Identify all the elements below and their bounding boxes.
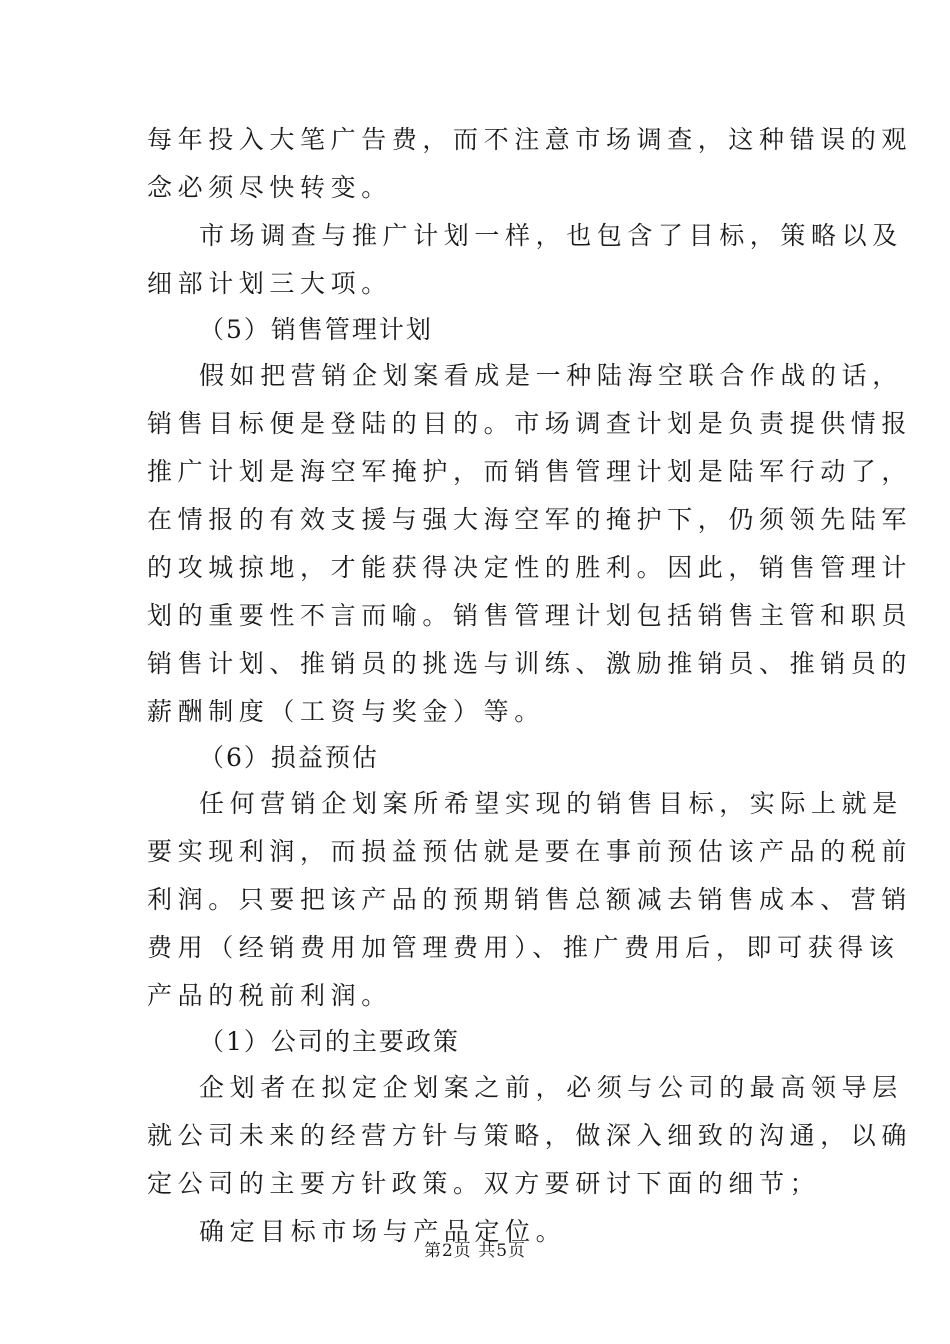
body-text-line: 费用（经销费用加管理费用）、推广费用后，即可获得该 [147, 933, 900, 962]
body-text-line: 每年投入大笔广告费，而不注意市场调查，这种错误的观 [147, 125, 913, 154]
body-text-line: 要实现利润，而损益预估就是要在事前预估该产品的税前 [147, 837, 913, 866]
body-text-line: 划的重要性不言而喻。销售管理计划包括销售主管和职员 [147, 601, 913, 630]
paragraph-first-line: 确定目标市场与产品定位。 [199, 1217, 567, 1246]
paragraph-first-line: 假如把营销企划案看成是一种陆海空联合作战的话， [199, 361, 903, 390]
paragraph-first-line: 市场调查与推广计划一样，也包含了目标，策略以及 [199, 221, 903, 250]
body-text-line: 念必须尽快转变。 [147, 173, 392, 202]
body-text-line: 销售目标便是登陆的目的。市场调查计划是负责提供情报 [147, 409, 913, 438]
body-text-line: 的攻城掠地，才能获得决定性的胜利。因此，销售管理计 [147, 553, 913, 582]
paragraph-first-line: 企划者在拟定企划案之前，必须与公司的最高领导层 [199, 1073, 903, 1102]
section-heading: （6）损益预估 [199, 743, 379, 772]
body-text-line: 在情报的有效支援与强大海空军的掩护下，仍须领先陆军 [147, 505, 913, 534]
body-text-line: 推广计划是海空军掩护，而销售管理计划是陆军行动了， [147, 457, 913, 486]
body-text-line: 薪酬制度（工资与奖金）等。 [147, 697, 545, 726]
page-number-footer: 第2页 共5页 [423, 1241, 527, 1261]
body-text-line: 细部计划三大项。 [147, 269, 392, 298]
body-text-line: 就公司未来的经营方针与策略，做深入细致的沟通，以确 [147, 1121, 913, 1150]
section-heading: （5）销售管理计划 [199, 315, 433, 344]
paragraph-first-line: 任何营销企划案所希望实现的销售目标，实际上就是 [199, 789, 903, 818]
body-text-line: 销售计划、推销员的挑选与训练、激励推销员、推销员的 [147, 649, 913, 678]
body-text-line: 利润。只要把该产品的预期销售总额减去销售成本、营销 [147, 885, 913, 914]
body-text-line: 定公司的主要方针政策。双方要研讨下面的细节； [147, 1169, 821, 1198]
section-heading: （1）公司的主要政策 [199, 1027, 460, 1056]
body-text-line: 产品的税前利润。 [147, 981, 392, 1010]
